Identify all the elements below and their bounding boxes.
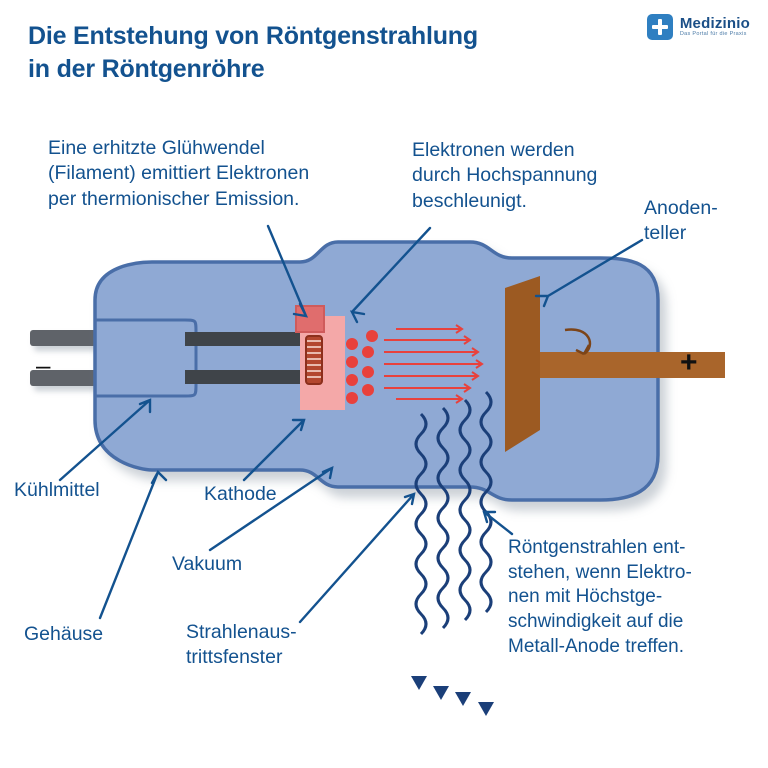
anode-disc-label [644, 196, 764, 247]
cathode-label [204, 482, 277, 507]
vacuum-label [172, 552, 242, 577]
positive-polarity-symbol: + [680, 346, 698, 379]
brand-name: Medizinio [679, 15, 750, 33]
xray-label [508, 536, 764, 659]
negative-polarity-symbol: – [36, 350, 51, 380]
vacuum-label-text: Vakuum [172, 553, 243, 575]
filament-label-line-1: Eine erhitzte Glühwendel [48, 137, 265, 159]
xray-label-line-2: stehen, wenn Elektro- [508, 561, 692, 583]
acceleration-label-line-2: durch Hochspannung [412, 164, 598, 187]
xray-label-line-1: Röntgenstrahlen ent- [508, 537, 686, 558]
acceleration-label-line-1: Elektronen werden [412, 139, 575, 161]
coolant-label-text: Kühlmittel [14, 479, 100, 501]
xray-label-line-4: schwindigkeit auf die [508, 611, 684, 633]
housing-label-text: Gehäuse [24, 623, 104, 645]
exit-window-label [186, 620, 356, 671]
coolant-label [14, 478, 100, 503]
filament-label [48, 136, 378, 212]
exit-window-label-line-1: Strahlenaus- [186, 621, 297, 643]
cathode-assembly [296, 306, 345, 410]
exit-window-label-line-2: trittsfenster [186, 646, 283, 669]
filament-label-line-3: per thermionischer Emission. [48, 187, 300, 210]
housing-label [24, 622, 103, 647]
cathode-label-text: Kathode [204, 483, 277, 505]
anode-disc-label-line-2: teller [644, 222, 687, 245]
acceleration-label-line-3: beschleunigt. [412, 189, 527, 212]
xray-arrowheads [411, 676, 494, 716]
brand-tagline: Das Portal für die Praxis [679, 30, 747, 37]
xray-label-line-5: Metall-Anode treffen. [508, 635, 685, 657]
acceleration-label [412, 138, 642, 214]
filament-label-line-2: (Filament) emittiert Elektronen [48, 162, 310, 185]
anode-disc-label-line-1: Anoden- [644, 197, 718, 219]
page-title-line-2: in der Röntgenröhre [28, 55, 265, 83]
page-title-line-1: Die Entstehung von Röntgenstrahlung [28, 22, 478, 50]
xray-label-line-3: nen mit Höchstge- [508, 586, 663, 608]
